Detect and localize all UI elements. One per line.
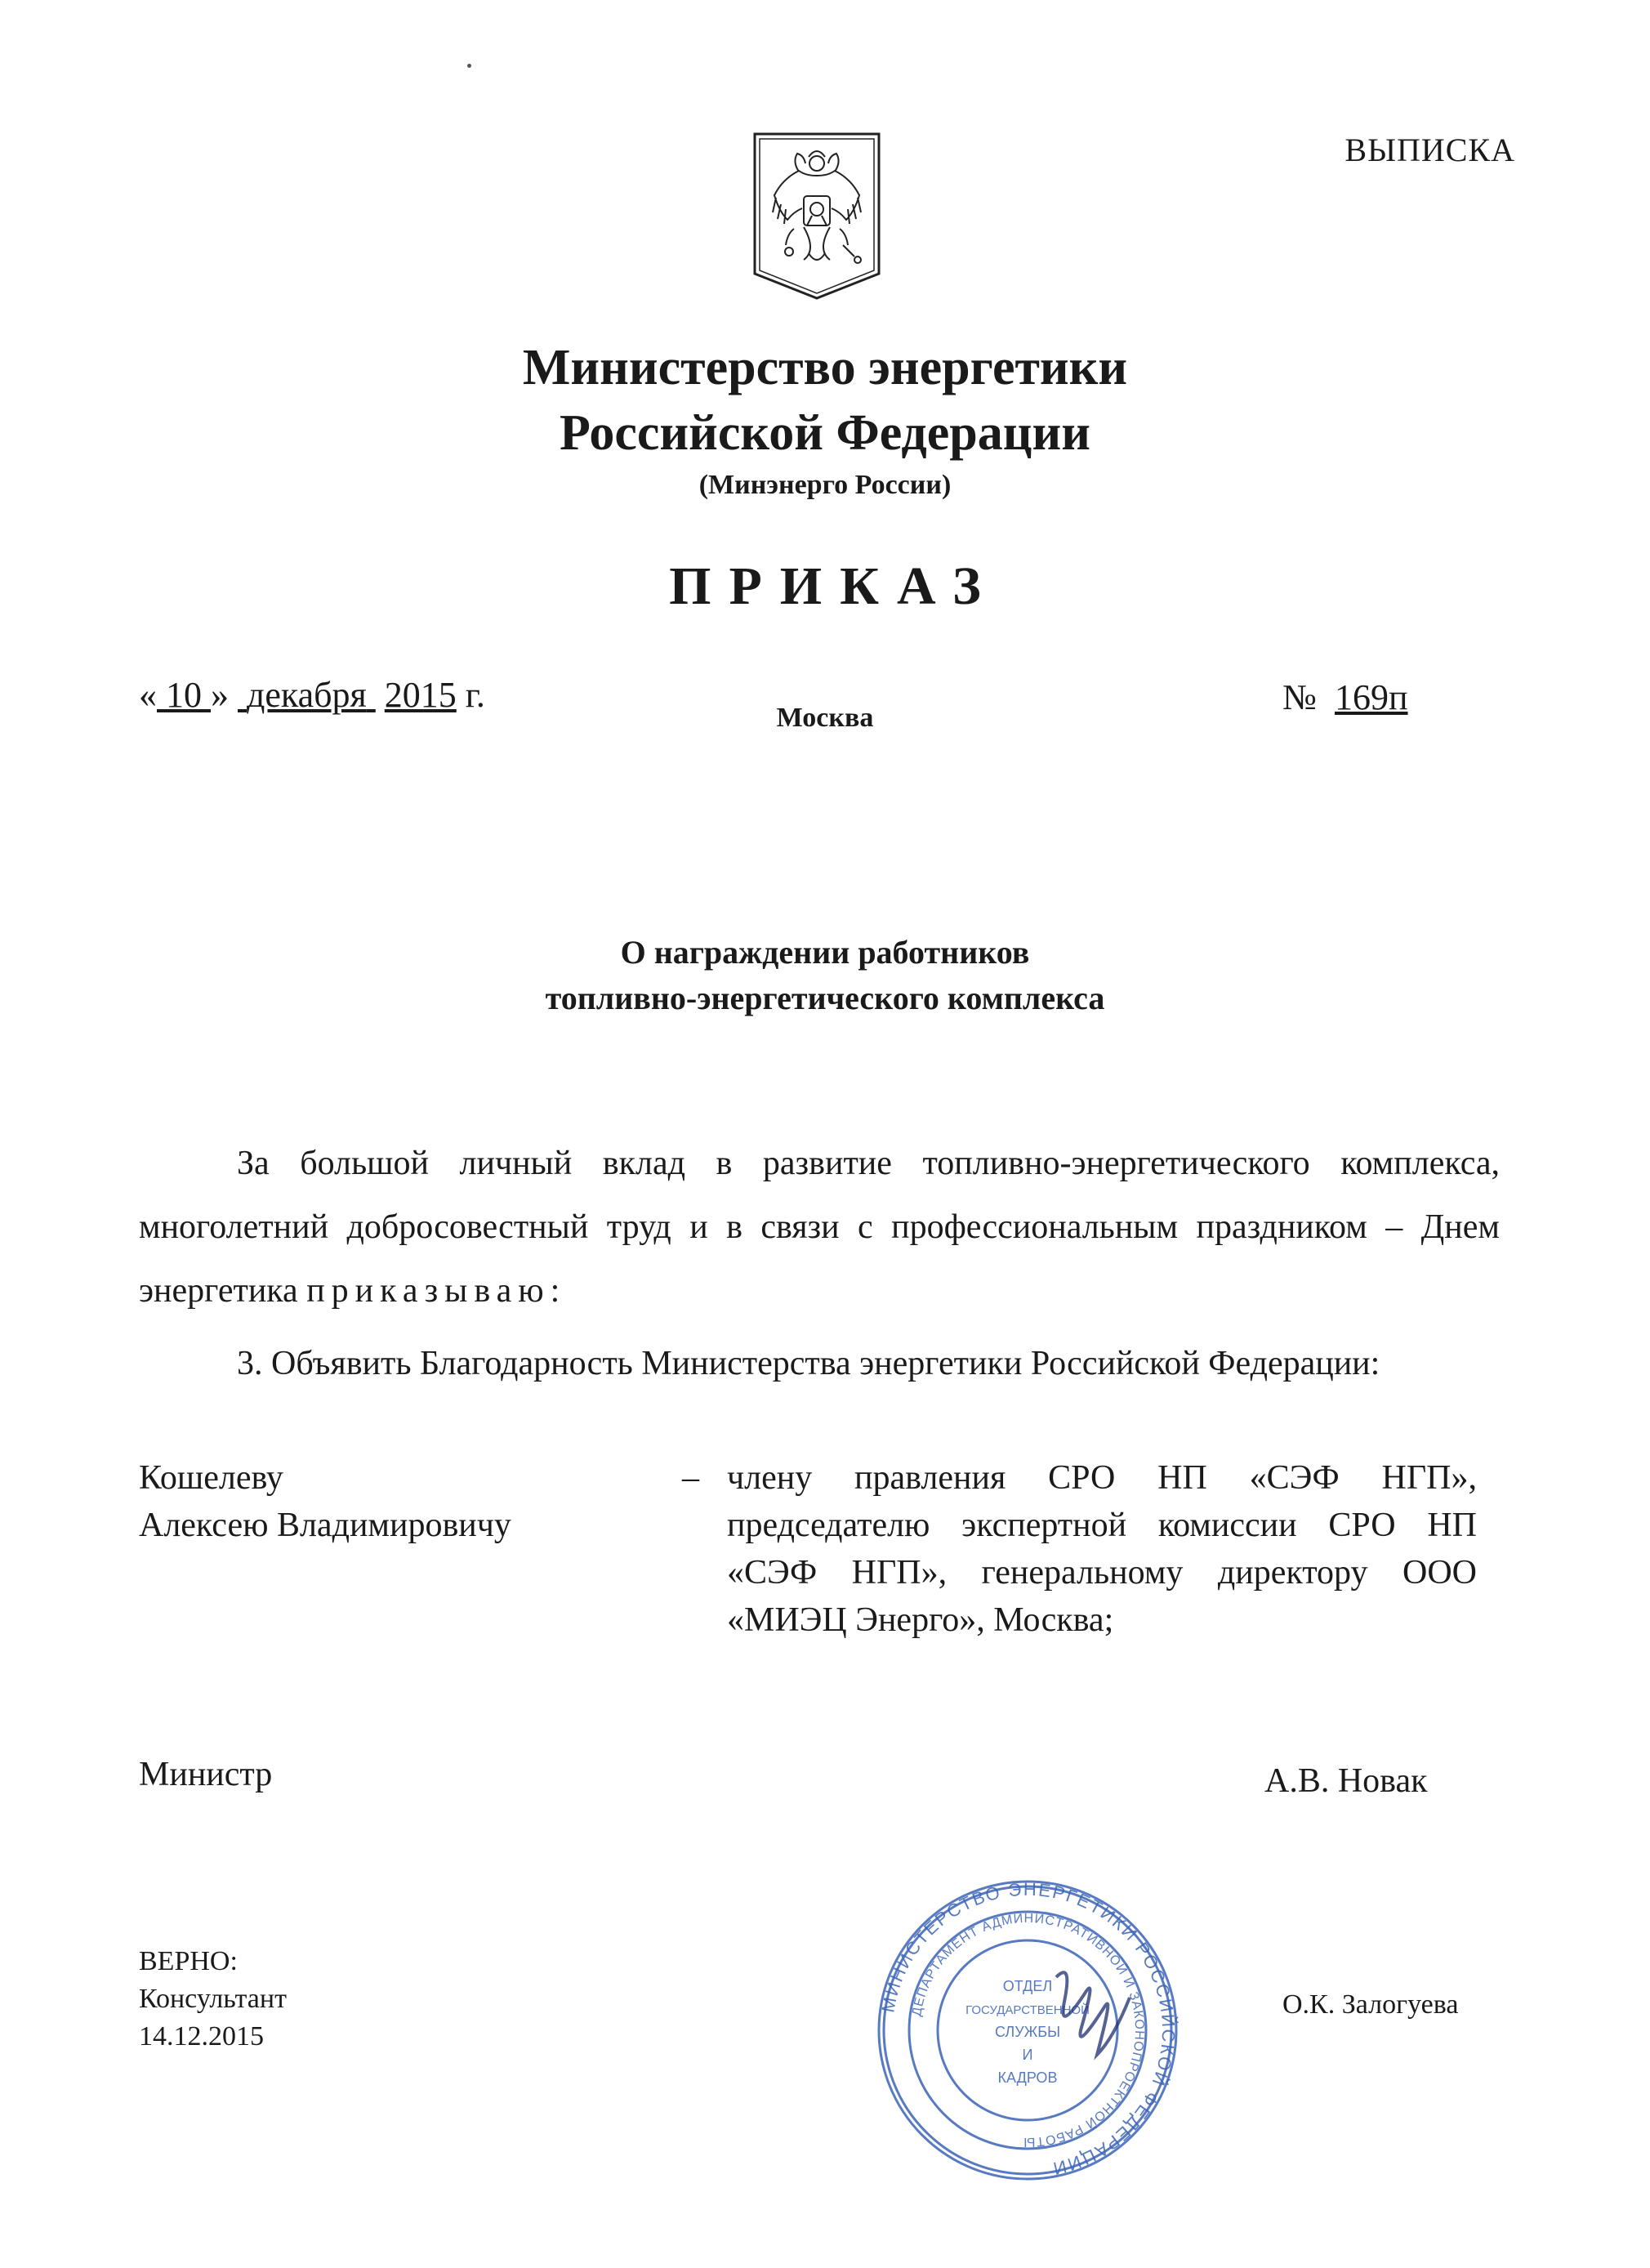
ministry-short-name: (Минэнерго России) bbox=[698, 470, 952, 500]
order-number bbox=[1282, 676, 1408, 718]
date-suffix: г. bbox=[465, 675, 485, 715]
awardee-description: члену правления СРО НП «СЭФ НГП», председателю экспертной комиссии СРО НП «СЭФ НГП», генеральному директору ООО «МИЭЦ Энерго», Москва; bbox=[727, 1459, 1477, 1639]
ministry-name bbox=[0, 335, 1650, 466]
handwritten-signature bbox=[1056, 1972, 1130, 2055]
number-value: 169п bbox=[1334, 677, 1408, 717]
stamp-center-line-4: И bbox=[1022, 2047, 1033, 2063]
date-close-quote: » bbox=[211, 675, 229, 715]
awardee-name bbox=[139, 1454, 511, 1549]
signatory-position: Министр bbox=[139, 1756, 273, 1793]
certifier-name: О.К. Залогуева bbox=[1282, 1989, 1459, 2020]
official-stamp bbox=[872, 1875, 1183, 2185]
signatory-name: А.В. Новак bbox=[1264, 1762, 1428, 1800]
body-paragraph-2: 3. Объявить Благодарность Министерства энергетики Российской Федерации: bbox=[237, 1345, 1380, 1382]
certification-date: 14.12.2015 bbox=[139, 2021, 264, 2051]
stamp-center-line-5: КАДРОВ bbox=[997, 2069, 1058, 2086]
number-sign: № bbox=[1282, 677, 1317, 717]
paragraph-1-text: За большой личный вклад в развитие топливно-энергетического комплекса, многолетний добросовестный труд и в связи с профессиональным праздником – Днем энергетика bbox=[139, 1145, 1500, 1310]
stamp-center-line-1: ОТДЕЛ bbox=[1002, 1978, 1053, 1994]
order-title: ПРИКАЗ bbox=[669, 556, 999, 616]
scan-speck bbox=[467, 64, 471, 68]
ministry-name-line2: Российской Федерации bbox=[560, 405, 1090, 461]
state-emblem-icon bbox=[751, 131, 882, 302]
date-month: декабря bbox=[247, 675, 367, 715]
stamp-inner-text: ДЕПАРТАМЕНТ АДМИНИСТРАТИВНОЙ И ЗАКОНОПРОЕКТНОЙ РАБОТЫ bbox=[910, 1911, 1147, 2150]
ministry-name-line1: Министерство энергетики bbox=[522, 340, 1128, 395]
date-open-quote: « bbox=[139, 675, 157, 715]
order-subject bbox=[0, 930, 1650, 1021]
awardee-surname: Кошелеву bbox=[139, 1459, 283, 1497]
awardee-given-names: Алексею Владимировичу bbox=[139, 1507, 511, 1544]
award-dash: – bbox=[682, 1459, 699, 1497]
stamp-center-line-3: СЛУЖБЫ bbox=[994, 2024, 1061, 2040]
order-city: Москва bbox=[776, 703, 874, 733]
certification-label: ВЕРНО: bbox=[139, 1946, 238, 1976]
extract-label: ВЫПИСКА bbox=[1345, 132, 1515, 168]
subject-line2: топливно-энергетического комплекса bbox=[545, 980, 1105, 1016]
body-paragraph-1 bbox=[139, 1132, 1500, 1323]
stamp-outer-text: МИНИСТЕРСТВО ЭНЕРГЕТИКИ РОССИЙСКОЙ ФЕДЕРАЦИИ bbox=[877, 1878, 1180, 2180]
paragraph-1-keyword: приказываю: bbox=[306, 1272, 567, 1310]
stamp-center-line-2: ГОСУДАРСТВЕННОЙ bbox=[965, 2003, 1090, 2017]
certification-block bbox=[139, 1943, 287, 2056]
date-day: 10 bbox=[166, 675, 202, 715]
certification-position: Консультант bbox=[139, 1984, 287, 2014]
subject-line1: О награждении работников bbox=[620, 934, 1030, 971]
date-year: 2015 bbox=[384, 675, 457, 715]
